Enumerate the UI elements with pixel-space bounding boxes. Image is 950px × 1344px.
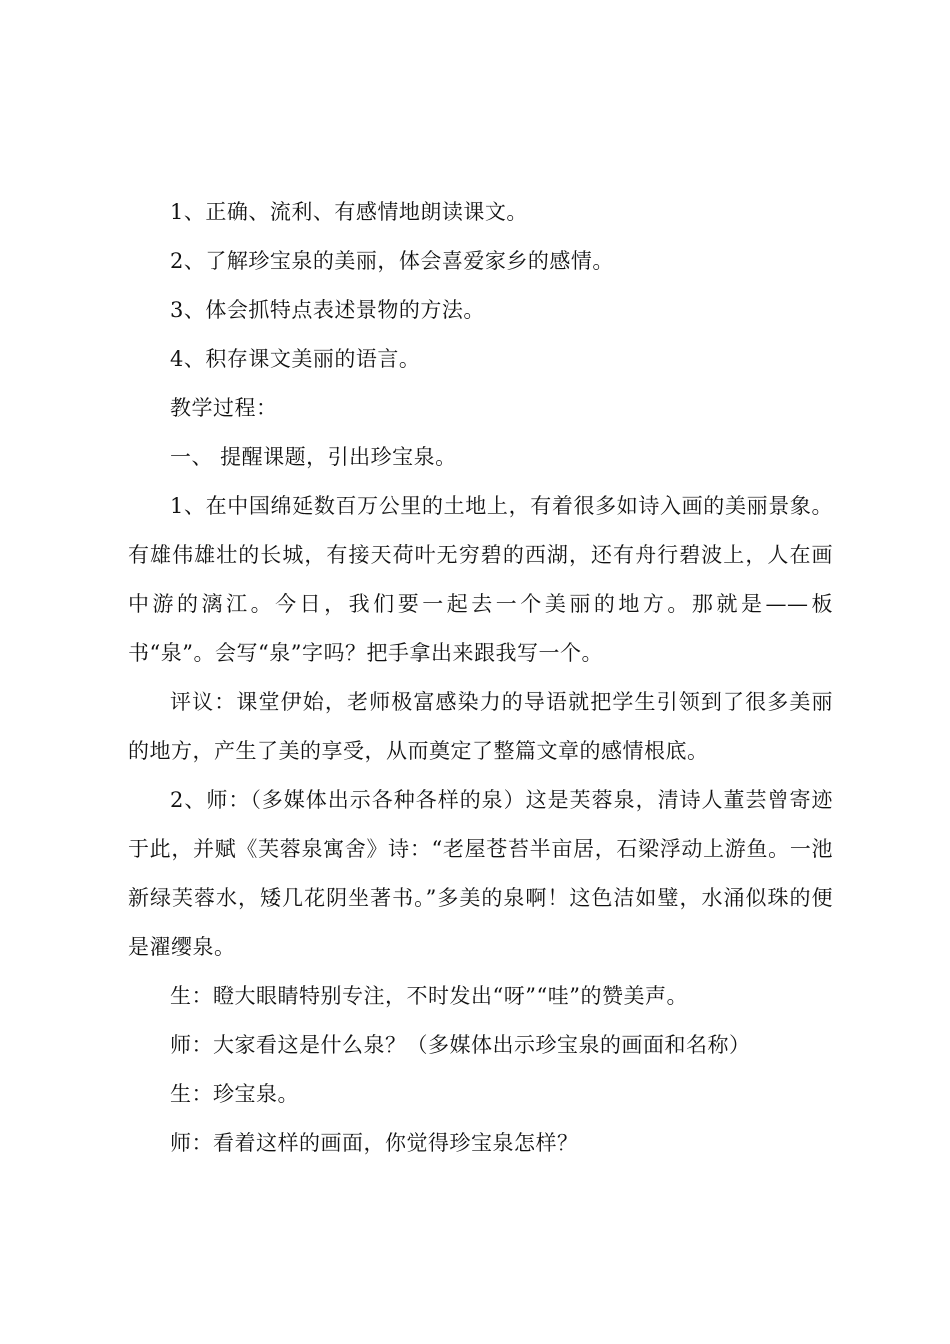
objective-3: 3、体会抓特点表述景物的方法。	[170, 298, 485, 322]
paragraph-student-answer: 生：珍宝泉。	[170, 1082, 299, 1106]
objective-4: 4、积存课文美丽的语言。	[170, 347, 421, 371]
objective-2: 2、了解珍宝泉的美丽，体会喜爱家乡的感情。	[170, 249, 614, 273]
step-heading-1: 一、 提醒课题，引出珍宝泉。	[170, 445, 457, 469]
paragraph-comment: 评议：课堂伊始，老师极富感染力的导语就把学生引领到了很多美丽的地方，产生了美的享受，从而奠定了整篇文章的感情根底。	[128, 690, 833, 763]
section-heading-teaching-process: 教学过程：	[170, 396, 278, 420]
objective-1: 1、正确、流利、有感情地朗读课文。	[170, 200, 528, 224]
paragraph-teacher-springs: 2、师：（多媒体出示各种各样的泉）这是芙蓉泉，清诗人董芸曾寄迹于此，并赋《芙蓉泉寓舍》诗：“老屋苍苔半亩居，石梁浮动上游鱼。一池新绿芙蓉水，矮几花阴坐著书。”多美的泉啊！这色洁如璧，水涌似珠的便是濯缨泉。	[128, 788, 833, 959]
paragraph-student-reaction: 生：瞪大眼睛特别专注，不时发出“呀”“哇”的赞美声。	[170, 984, 688, 1008]
paragraph-intro: 1、在中国绵延数百万公里的土地上，有着很多如诗入画的美丽景象。有雄伟雄壮的长城，有接天荷叶无穷碧的西湖，还有舟行碧波上，人在画中游的漓江。今日，我们要一起去一个美丽的地方。那就是——板书“泉”。会写“泉”字吗？把手拿出来跟我写一个。	[128, 494, 833, 665]
paragraph-teacher-question: 师：大家看这是什么泉？（多媒体出示珍宝泉的画面和名称）	[170, 1033, 751, 1057]
document-body	[128, 188, 833, 1168]
paragraph-teacher-followup: 师：看着这样的画面，你觉得珍宝泉怎样？	[170, 1131, 579, 1155]
